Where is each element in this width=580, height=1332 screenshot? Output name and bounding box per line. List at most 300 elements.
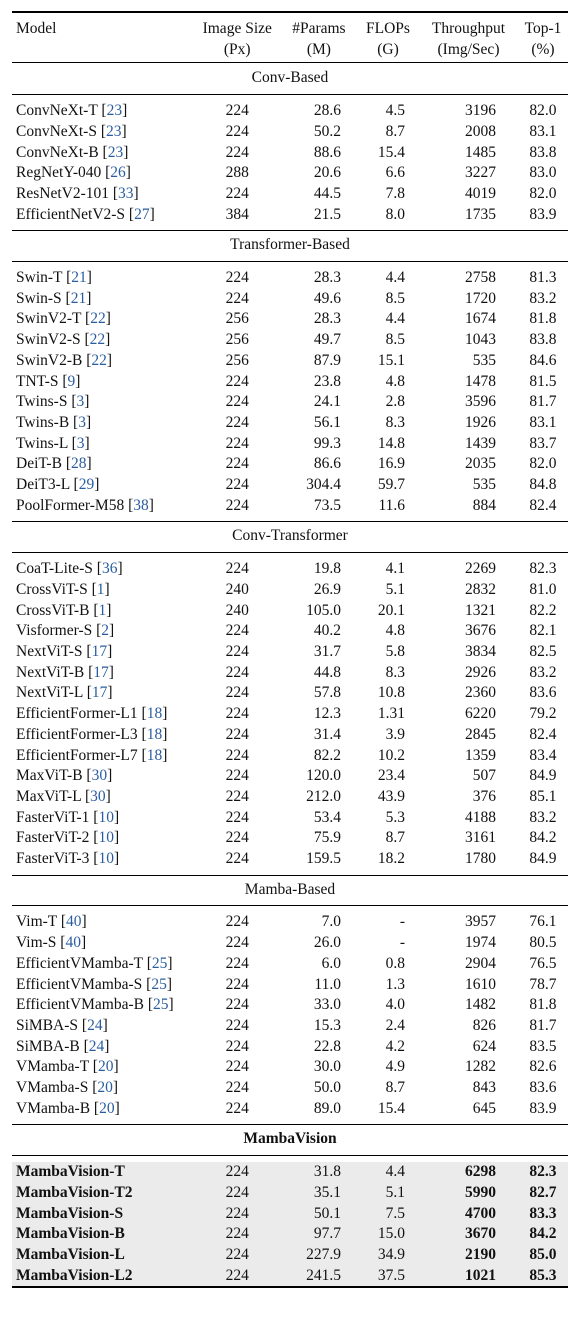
citation-link[interactable]: 26 [110,164,126,182]
model-name: MaxViT-L [16,787,82,805]
throughput-cell: 1439 [464,434,496,452]
model-cell: Twins-S [3] [16,393,90,411]
model-name: DeiT-B [16,455,62,473]
section-title: Mamba-Based [12,875,568,906]
throughput-cell: 1974 [464,934,496,952]
citation-link[interactable]: 9 [67,372,76,390]
top1-cell: 83.6 [529,684,557,702]
flops-cell: 43.9 [377,787,405,805]
citation-link[interactable]: 21 [70,289,87,307]
top1-cell: 76.1 [529,913,557,931]
model-cell: MaxViT-L [30] [16,787,111,805]
model-cell: DeiT3-L [29] [16,476,100,494]
flops-cell: 59.7 [377,476,405,494]
citation-link[interactable]: 29 [78,476,95,494]
citation-link[interactable]: 21 [71,269,87,287]
citation-link[interactable]: 30 [91,767,108,785]
throughput-cell: 1720 [464,289,496,307]
throughput-cell: 3957 [464,913,496,931]
citation-link[interactable]: 30 [90,787,106,805]
table-row [12,413,568,434]
image-size-cell: 224 [225,642,249,660]
citation-link[interactable]: 10 [98,850,114,868]
model-cell: SwinV2-S [22] [16,331,111,349]
image-size-cell: 224 [225,1099,249,1117]
citation-link[interactable]: 23 [107,143,124,161]
table-row [12,1266,568,1288]
flops-cell: 5.1 [357,1183,419,1204]
model-cell: Vim-S [40] [16,934,87,952]
top1-cell: 83.6 [529,1079,557,1097]
table-body [12,63,568,1287]
table-row [12,975,568,996]
params-cell: 22.8 [313,1037,341,1055]
flops-cell: 20.1 [377,601,405,619]
citation-link[interactable]: 2 [101,622,110,640]
citation-link[interactable]: 28 [70,455,87,473]
table-row [12,184,568,205]
top1-cell: 83.0 [529,164,557,182]
throughput-cell: 1021 [419,1266,518,1288]
model-name: SwinV2-T [16,310,82,328]
image-size-cell: 224 [225,455,249,473]
flops-cell: 7.8 [385,184,405,202]
flops-cell: 37.5 [357,1266,419,1288]
throughput-cell: 1735 [464,205,496,223]
params-cell: 82.2 [313,746,341,764]
table-row [12,1057,568,1078]
citation-link[interactable]: 25 [151,954,168,972]
params-cell: 57.8 [313,684,341,702]
params-cell: 105.0 [306,601,341,619]
image-size-cell: 224 [225,787,249,805]
image-size-cell: 224 [225,829,249,847]
citation-link[interactable]: 17 [93,663,109,681]
model-name: EfficientFormer-L1 [16,705,138,723]
top1-cell: 80.5 [529,934,557,952]
citation-link[interactable]: 18 [146,746,163,764]
top1-cell: 85.1 [529,787,557,805]
model-cell: EfficientFormer-L1 [18] [16,705,168,723]
top1-cell: 81.3 [529,269,557,287]
citation-link[interactable]: 10 [98,808,114,826]
flops-cell: 8.7 [385,122,405,140]
section-header [12,1125,568,1156]
model-name: MambaVision-L2 [16,1266,133,1284]
table-row [12,475,568,496]
image-size-cell: 224 [225,102,249,120]
top1-cell: 83.1 [529,122,557,140]
model-cell: EfficientFormer-L3 [18] [16,725,168,743]
top1-cell: 82.5 [529,642,557,660]
top1-cell: 81.7 [529,393,557,411]
flops-cell: 16.9 [377,455,405,473]
image-size-cell: 224 [225,560,249,578]
params-cell: 97.7 [281,1224,357,1245]
model-name: Vim-S [16,934,57,952]
image-size-cell: 224 [225,143,249,161]
model-name: ConvNeXt-B [16,143,99,161]
throughput-cell: 535 [472,351,496,369]
flops-cell: 1.3 [385,975,405,993]
flops-cell: 3.9 [385,725,405,743]
citation-link[interactable]: 17 [91,684,108,702]
throughput-cell: 1482 [464,996,496,1014]
model-cell: PoolFormer-M58 [38] [16,496,154,514]
image-size-cell: 224 [225,996,249,1014]
citation-link[interactable]: 1 [98,601,107,619]
flops-cell: - [399,934,405,952]
top1-cell: 82.4 [529,496,557,514]
throughput-cell: 535 [472,476,496,494]
params-cell: 19.8 [313,560,341,578]
flops-cell: 15.0 [357,1224,419,1245]
flops-cell: 15.4 [377,143,405,161]
image-size-cell: 256 [225,331,249,349]
params-cell: 75.9 [313,829,341,847]
throughput-cell: 6220 [464,705,496,723]
model-name: MambaVision-T [16,1163,125,1181]
model-name: Twins-L [16,434,68,452]
citation-link[interactable]: 27 [134,205,150,223]
top1-cell: 84.2 [529,829,557,847]
model-cell: ConvNeXt-S [23] [16,122,127,140]
model-cell: CoaT-Lite-S [36] [16,560,123,578]
citation-link[interactable]: 23 [106,102,123,120]
table-row [12,122,568,143]
image-size-cell: 224 [225,289,249,307]
image-size-cell: 256 [225,351,249,369]
model-name: SwinV2-S [16,331,81,349]
citation-link[interactable]: 40 [66,913,82,931]
throughput-cell: 1610 [464,975,496,993]
citation-link[interactable]: 20 [97,1079,113,1097]
throughput-cell: 645 [472,1099,496,1117]
params-cell: 12.3 [313,705,341,723]
model-name: ConvNeXt-S [16,122,97,140]
table-row [12,683,568,704]
image-size-cell: 224 [194,1183,281,1204]
citation-link[interactable]: 23 [106,122,122,140]
throughput-cell: 1926 [464,413,496,431]
model-cell: SwinV2-B [22] [16,351,113,369]
section-title: MambaVision [12,1125,568,1156]
top1-cell: 84.8 [529,476,557,494]
throughput-cell: 3676 [464,622,496,640]
flops-cell: 8.0 [385,205,405,223]
image-size-cell: 224 [225,393,249,411]
model-name: EfficientVMamba-S [16,975,143,993]
image-size-cell: 224 [225,684,249,702]
top1-cell: 82.1 [529,622,557,640]
throughput-cell: 5990 [419,1183,518,1204]
params-cell: 26.0 [313,934,341,952]
flops-cell: 2.4 [385,1016,405,1034]
image-size-cell: 224 [225,1058,249,1076]
table-row [12,1204,568,1225]
flops-cell: 5.3 [385,808,405,826]
citation-link[interactable]: 18 [146,725,163,743]
model-cell: CrossViT-S [1] [16,580,110,598]
table-row [12,1078,568,1099]
table-row [12,454,568,475]
citation-link[interactable]: 18 [146,705,163,723]
table-header-row [12,12,568,63]
flops-cell: 15.4 [377,1099,405,1117]
params-cell: 86.6 [313,455,341,473]
model-name: VMamba-B [16,1099,91,1117]
model-name: SiMBA-S [16,1016,79,1034]
model-cell: VMamba-B [20] [16,1099,120,1117]
flops-cell: 4.5 [385,102,405,120]
table-row [12,621,568,642]
model-name: RegNetY-040 [16,164,102,182]
params-cell: 212.0 [306,787,341,805]
model-cell [12,1204,194,1225]
flops-cell: 11.6 [378,496,405,514]
top1-cell: 82.3 [529,560,557,578]
throughput-cell: 2035 [464,455,496,473]
throughput-cell: 3161 [464,829,496,847]
citation-link[interactable]: 22 [91,351,107,369]
image-size-cell: 224 [225,434,249,452]
model-name: MambaVision-S [16,1204,124,1222]
citation-link[interactable]: 20 [97,1058,114,1076]
section-title: Transformer-Based [12,231,568,262]
flops-cell: 5.8 [385,642,405,660]
params-cell: 23.8 [313,372,341,390]
flops-cell: 4.2 [385,1037,405,1055]
section-title: Conv-Transformer [12,522,568,553]
citation-link[interactable]: 10 [98,829,114,847]
header-image-size: Image Size (Px) [194,12,281,63]
table-row [12,1245,568,1266]
table-row [12,392,568,413]
flops-cell: - [399,913,405,931]
params-cell: 241.5 [281,1266,357,1288]
model-cell [12,1183,194,1204]
top1-cell: 83.2 [529,808,557,826]
model-cell: Twins-B [3] [16,413,92,431]
flops-cell: 4.1 [385,560,405,578]
citation-link[interactable]: 40 [65,934,81,952]
params-cell: 304.4 [306,476,341,494]
params-cell: 120.0 [306,767,341,785]
top1-cell: 83.2 [529,663,557,681]
citation-link[interactable]: 24 [88,1037,105,1055]
flops-cell: 0.8 [385,954,405,972]
model-cell: VMamba-S [20] [16,1079,119,1097]
params-cell: 89.0 [313,1099,341,1117]
params-cell: 227.9 [281,1245,357,1266]
image-size-cell: 240 [225,580,249,598]
model-cell: Vim-T [40] [16,913,87,931]
results-table [12,11,568,1288]
params-cell: 28.3 [313,310,341,328]
model-name: SwinV2-B [16,351,83,369]
params-cell: 44.5 [313,184,341,202]
params-cell: 87.9 [313,351,341,369]
image-size-cell: 224 [225,808,249,826]
section-header [12,522,568,553]
model-cell: EfficientFormer-L7 [18] [16,746,168,764]
table-row [12,849,568,870]
model-cell [12,1266,194,1288]
model-cell: EfficientVMamba-B [25] [16,996,174,1014]
throughput-cell: 6298 [419,1162,518,1183]
citation-link[interactable]: 25 [153,996,169,1014]
citation-link[interactable]: 33 [118,184,134,202]
flops-cell: 8.3 [385,413,405,431]
model-name: Twins-S [16,393,68,411]
image-size-cell: 224 [225,1079,249,1097]
model-cell: EfficientVMamba-T [25] [16,954,173,972]
table-row [12,1037,568,1058]
citation-link[interactable]: 22 [89,331,106,349]
model-cell: EfficientNetV2-S [27] [16,205,155,223]
params-cell: 99.3 [313,434,341,452]
model-name: EfficientVMamba-B [16,996,144,1014]
flops-cell: 4.9 [385,1058,405,1076]
image-size-cell: 224 [225,767,249,785]
citation-link[interactable]: 3 [76,434,85,452]
table-row [12,372,568,393]
image-size-cell: 224 [225,622,249,640]
throughput-cell: 1359 [464,746,496,764]
top1-cell: 82.0 [529,102,557,120]
citation-link[interactable]: 24 [87,1016,103,1034]
table-row [12,1099,568,1120]
image-size-cell: 224 [225,1016,249,1034]
model-name: NextViT-B [16,663,85,681]
flops-cell: 8.7 [385,829,405,847]
table-row [12,1224,568,1245]
flops-cell: 4.4 [385,310,405,328]
citation-link[interactable]: 22 [90,310,106,328]
table-row [12,642,568,663]
model-name: FasterViT-2 [16,829,90,847]
table-row [12,101,568,122]
model-name: EfficientFormer-L7 [16,746,138,764]
params-cell: 44.8 [313,663,341,681]
image-size-cell: 224 [225,913,249,931]
citation-link[interactable]: 1 [96,580,105,598]
header-throughput: Throughput (Img/Sec) [419,12,518,63]
model-name: MambaVision-L [16,1245,125,1263]
model-cell: MaxViT-B [30] [16,767,113,785]
params-cell: 88.6 [313,143,341,161]
model-name: MambaVision-T2 [16,1183,133,1201]
params-cell: 15.3 [313,1016,341,1034]
model-name: ConvNeXt-T [16,102,98,120]
top1-cell: 83.4 [529,746,557,764]
params-cell: 50.0 [313,1079,341,1097]
section-header [12,231,568,262]
top1-cell: 81.7 [529,1016,557,1034]
params-cell: 50.1 [281,1204,357,1225]
table-row [12,954,568,975]
top1-cell: 83.3 [518,1204,568,1225]
image-size-cell: 224 [194,1204,281,1225]
top1-cell: 82.7 [518,1183,568,1204]
flops-cell: 8.5 [385,331,405,349]
model-name: Twins-B [16,413,70,431]
flops-cell: 4.0 [385,996,405,1014]
citation-link[interactable]: 36 [101,560,118,578]
flops-cell: 15.1 [377,351,405,369]
flops-cell: 8.5 [385,289,405,307]
citation-link[interactable]: 3 [76,393,85,411]
model-cell: ConvNeXt-T [23] [16,102,128,120]
section-title: Conv-Based [12,63,568,95]
image-size-cell: 224 [225,663,249,681]
throughput-cell: 2904 [464,954,496,972]
throughput-cell: 3596 [464,393,496,411]
throughput-cell: 2845 [464,725,496,743]
throughput-cell: 884 [472,496,496,514]
flops-cell: 8.3 [385,663,405,681]
model-name: ResNetV2-101 [16,184,109,202]
throughput-cell: 1043 [464,331,496,349]
model-name: Visformer-S [16,622,93,640]
citation-link[interactable]: 20 [99,1099,115,1117]
section-header [12,875,568,906]
image-size-cell: 224 [225,1037,249,1055]
model-name: DeiT3-L [16,476,70,494]
model-cell: SiMBA-B [24] [16,1037,110,1055]
model-name: NextViT-L [16,684,83,702]
throughput-cell: 1321 [464,601,496,619]
top1-cell: 84.2 [518,1224,568,1245]
header-model: Model [12,12,194,63]
params-cell: 11.0 [314,975,341,993]
throughput-cell: 1478 [464,372,496,390]
table-row [12,1183,568,1204]
table-row [12,1016,568,1037]
image-size-cell: 384 [225,205,249,223]
throughput-cell: 376 [472,787,496,805]
throughput-cell: 2832 [464,580,496,598]
top1-cell: 83.5 [529,1037,557,1055]
throughput-cell: 624 [472,1037,496,1055]
model-cell: Twins-L [3] [16,434,90,452]
top1-cell: 83.2 [529,289,557,307]
top1-cell: 85.3 [518,1266,568,1288]
model-cell: FasterViT-2 [10] [16,829,120,847]
citation-link[interactable]: 3 [78,413,86,431]
table-row [12,289,568,310]
throughput-cell: 4019 [464,184,496,202]
model-cell: NextViT-S [17] [16,642,113,660]
flops-cell: 6.6 [385,164,405,182]
table-row [12,143,568,164]
flops-cell: 4.8 [385,622,405,640]
citation-link[interactable]: 17 [91,642,108,660]
model-name: EfficientFormer-L3 [16,725,138,743]
params-cell: 35.1 [281,1183,357,1204]
model-name: FasterViT-3 [16,850,90,868]
params-cell: 28.6 [313,102,341,120]
params-cell: 31.7 [313,642,341,660]
image-size-cell: 224 [225,746,249,764]
citation-link[interactable]: 38 [133,496,149,514]
citation-link[interactable]: 25 [151,975,167,993]
model-name: Swin-T [16,269,63,287]
table-row [12,496,568,517]
image-size-cell: 224 [225,725,249,743]
table-row [12,580,568,601]
top1-cell: 81.0 [529,580,557,598]
